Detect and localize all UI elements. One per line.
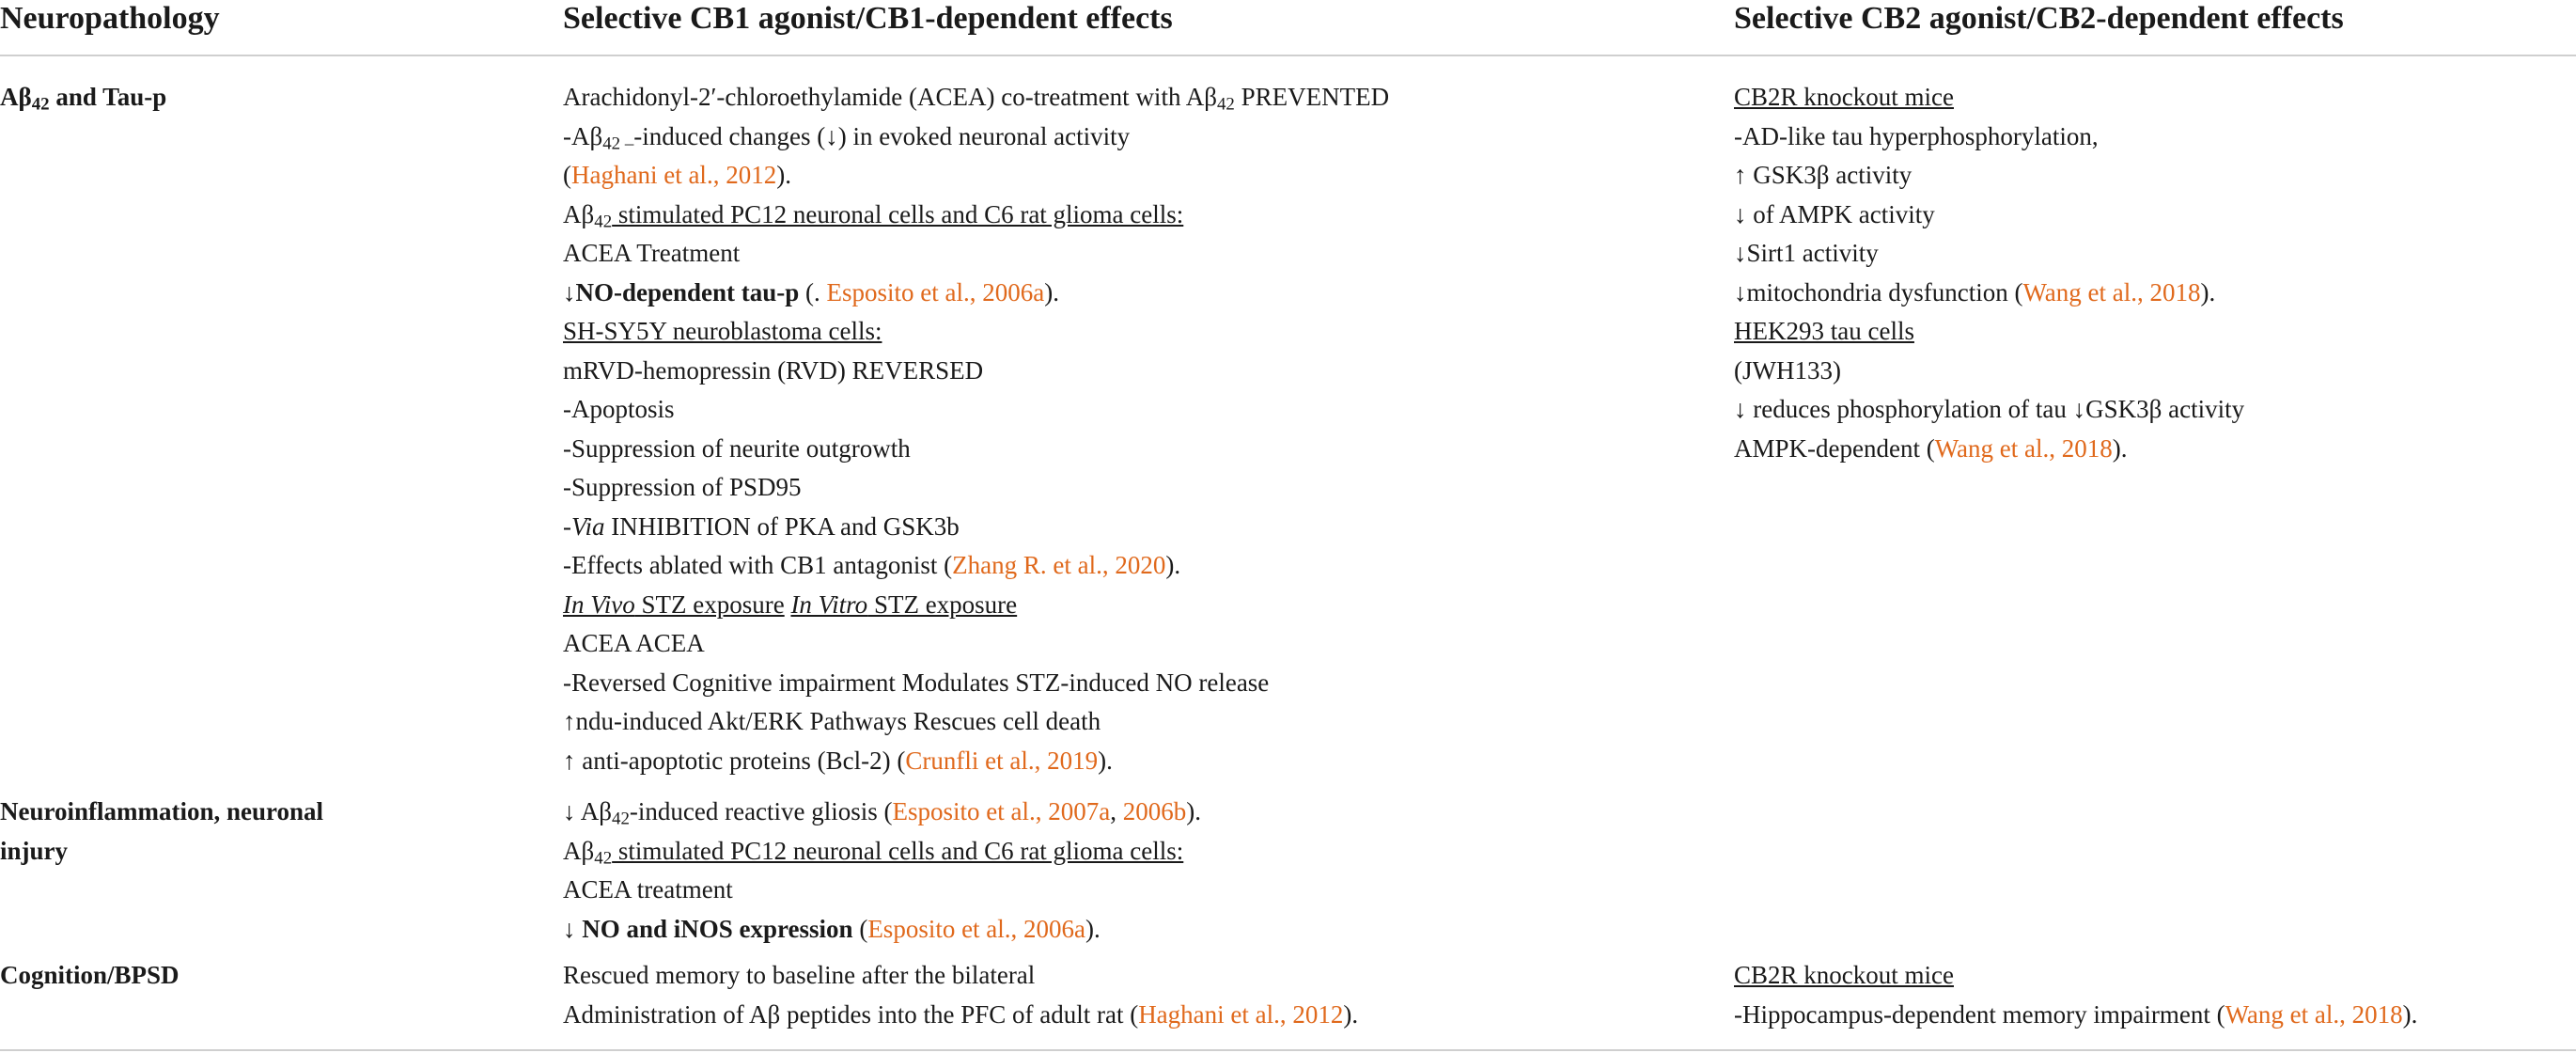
table-line: ↓ reduces phosphorylation of tau ↓GSK3β activity	[1734, 395, 2245, 423]
reference-link[interactable]: 2018	[2351, 999, 2403, 1029]
table-line: Administration of Aβ peptides into the PFC of adult rat (Haghani et al., 2012).	[563, 999, 1359, 1029]
table-line: CB2R knockout mice	[1734, 961, 1954, 989]
table-line: In Vivo STZ exposure In Vitro STZ exposure	[563, 589, 1018, 619]
table-line: Arachidonyl-2′-chloroethylamide (ACEA) co-treatment with $A\beta_{42}$ PREVENTED	[563, 83, 1390, 115]
reference-link[interactable]: 2006a	[982, 277, 1045, 306]
table-line: ↓Sirt1 activity	[1734, 239, 1879, 267]
row2-cb1-cell	[563, 793, 1201, 949]
row-category-abeta-tau	[0, 78, 166, 118]
reference-link[interactable]: 2006a	[1023, 914, 1086, 943]
header-cb1: Selective CB1 agonist/CB1-dependent effects	[563, 1, 1173, 36]
table-line: Rescued memory to baseline after the bilateral	[563, 961, 1036, 989]
header-neuropathology: Neuropathology	[0, 1, 220, 36]
table-line: AMPK-dependent (Wang et al., 2018).	[1734, 433, 2128, 463]
table-line: -Effects ablated with CB1 antagonist (Zhang R. et al., 2020).	[563, 551, 1181, 579]
reference-link[interactable]: 2018	[2149, 277, 2201, 306]
reference-link[interactable]: Zhang R. et al.,	[952, 551, 1109, 579]
table-line: mRVD-hemopressin (RVD) REVERSED	[563, 355, 984, 385]
table-line: ↑ anti-apoptotic proteins (Bcl-2) (Crunfli et al., 2019).	[563, 746, 1113, 775]
table-line: (JWH133)	[1734, 355, 1841, 385]
reference-link[interactable]: Wang et al.,	[2022, 277, 2144, 306]
table-line: SH-SY5Y neuroblastoma cells:	[563, 317, 882, 345]
table-line: ↓NO-dependent tau-p (. Esposito et al., 2006a).	[563, 277, 1059, 306]
row-category-neuroinflammation	[0, 793, 323, 871]
row3-cb1-cell	[563, 956, 1358, 1034]
reference-link[interactable]: Esposito et al.,	[826, 277, 976, 306]
table-line: ACEA treatment	[563, 875, 733, 904]
category-text: injury	[0, 836, 69, 865]
table-line: ↑ndu-induced Akt/ERK Pathways Rescues cell death	[563, 707, 1101, 735]
row-category-cognition: Cognition/BPSD	[0, 961, 180, 989]
reference-link[interactable]: Esposito et al.,	[867, 914, 1018, 943]
table-line: $A\beta_{42}$ stimulated PC12 neuronal cells and C6 rat glioma cells:	[563, 199, 1184, 232]
category-text: Aβ	[0, 83, 32, 111]
header-cb2: Selective CB2 agonist/CB2-dependent effects	[1734, 1, 2344, 36]
reference-link[interactable]: 2020	[1115, 551, 1166, 579]
category-text: Neuroinflammation, neuronal	[0, 797, 324, 825]
reference-link[interactable]: 2012	[726, 161, 777, 189]
reference-link[interactable]: 2019	[1047, 746, 1099, 775]
row1-cb1-cell	[563, 78, 1389, 780]
row1-cb2-cell	[1734, 78, 2244, 468]
table-line: CB2R knockout mice	[1734, 83, 1954, 111]
table-line: (Haghani et al., 2012).	[563, 161, 791, 189]
table-line: ↓ of AMPK activity	[1734, 199, 1935, 228]
table-line: -Via INHIBITION of PKA and GSK3b	[563, 511, 960, 541]
table-line: -AD-like tau hyperphosphorylation,	[1734, 121, 2099, 150]
reference-link[interactable]: 2006b	[1122, 797, 1187, 825]
reference-link[interactable]: Wang et al.,	[2225, 999, 2346, 1029]
table-bottom-rule	[0, 1049, 2576, 1051]
table-line: $-A\beta_{42 -}$-induced changes (↓) in evoked neuronal activity	[563, 121, 1131, 154]
reference-link[interactable]: 2012	[1292, 999, 1344, 1029]
table-header	[0, 0, 2576, 56]
table-line: ↓ $A\beta_{42}$-induced reactive gliosis (Esposito et al., 2007a, 2006b).	[563, 797, 1202, 829]
reference-link[interactable]: Haghani et al.,	[571, 161, 720, 189]
table-line: ↓mitochondria dysfunction (Wang et al., 2018).	[1734, 277, 2216, 306]
category-sub: 42	[31, 94, 50, 115]
reference-link[interactable]: Haghani et al.,	[1138, 999, 1287, 1029]
category-text-rest: and Tau-p	[49, 83, 167, 111]
table-line: -Apoptosis	[563, 395, 675, 423]
table-line: HEK293 tau cells	[1734, 317, 1914, 345]
table-line: $A\beta_{42}$ stimulated PC12 neuronal cells and C6 rat glioma cells:	[563, 836, 1184, 869]
reference-link[interactable]: Wang et al.,	[1934, 433, 2055, 463]
table-line: ↓ NO and iNOS expression (Esposito et al., 2006a).	[563, 914, 1101, 943]
table-line: ↑ GSK3β activity	[1734, 161, 1912, 189]
reference-link[interactable]: 2007a	[1048, 797, 1111, 825]
table-line: ACEA ACEA	[563, 629, 705, 657]
table-line: -Reversed Cognitive impairment Modulates STZ-induced NO release	[563, 668, 1270, 697]
table-line: ACEA Treatment	[563, 239, 741, 267]
reference-link[interactable]: 2018	[2061, 433, 2113, 463]
table-line: -Suppression of PSD95	[563, 473, 802, 501]
table-line: -Hippocampus-dependent memory impairment (Wang et al., 2018).	[1734, 999, 2418, 1029]
reference-link[interactable]: Crunfli et al.,	[905, 746, 1041, 775]
reference-link[interactable]: Esposito et al.,	[892, 797, 1042, 825]
table-line: -Suppression of neurite outgrowth	[563, 433, 911, 463]
row3-cb2-cell	[1734, 956, 2417, 1034]
